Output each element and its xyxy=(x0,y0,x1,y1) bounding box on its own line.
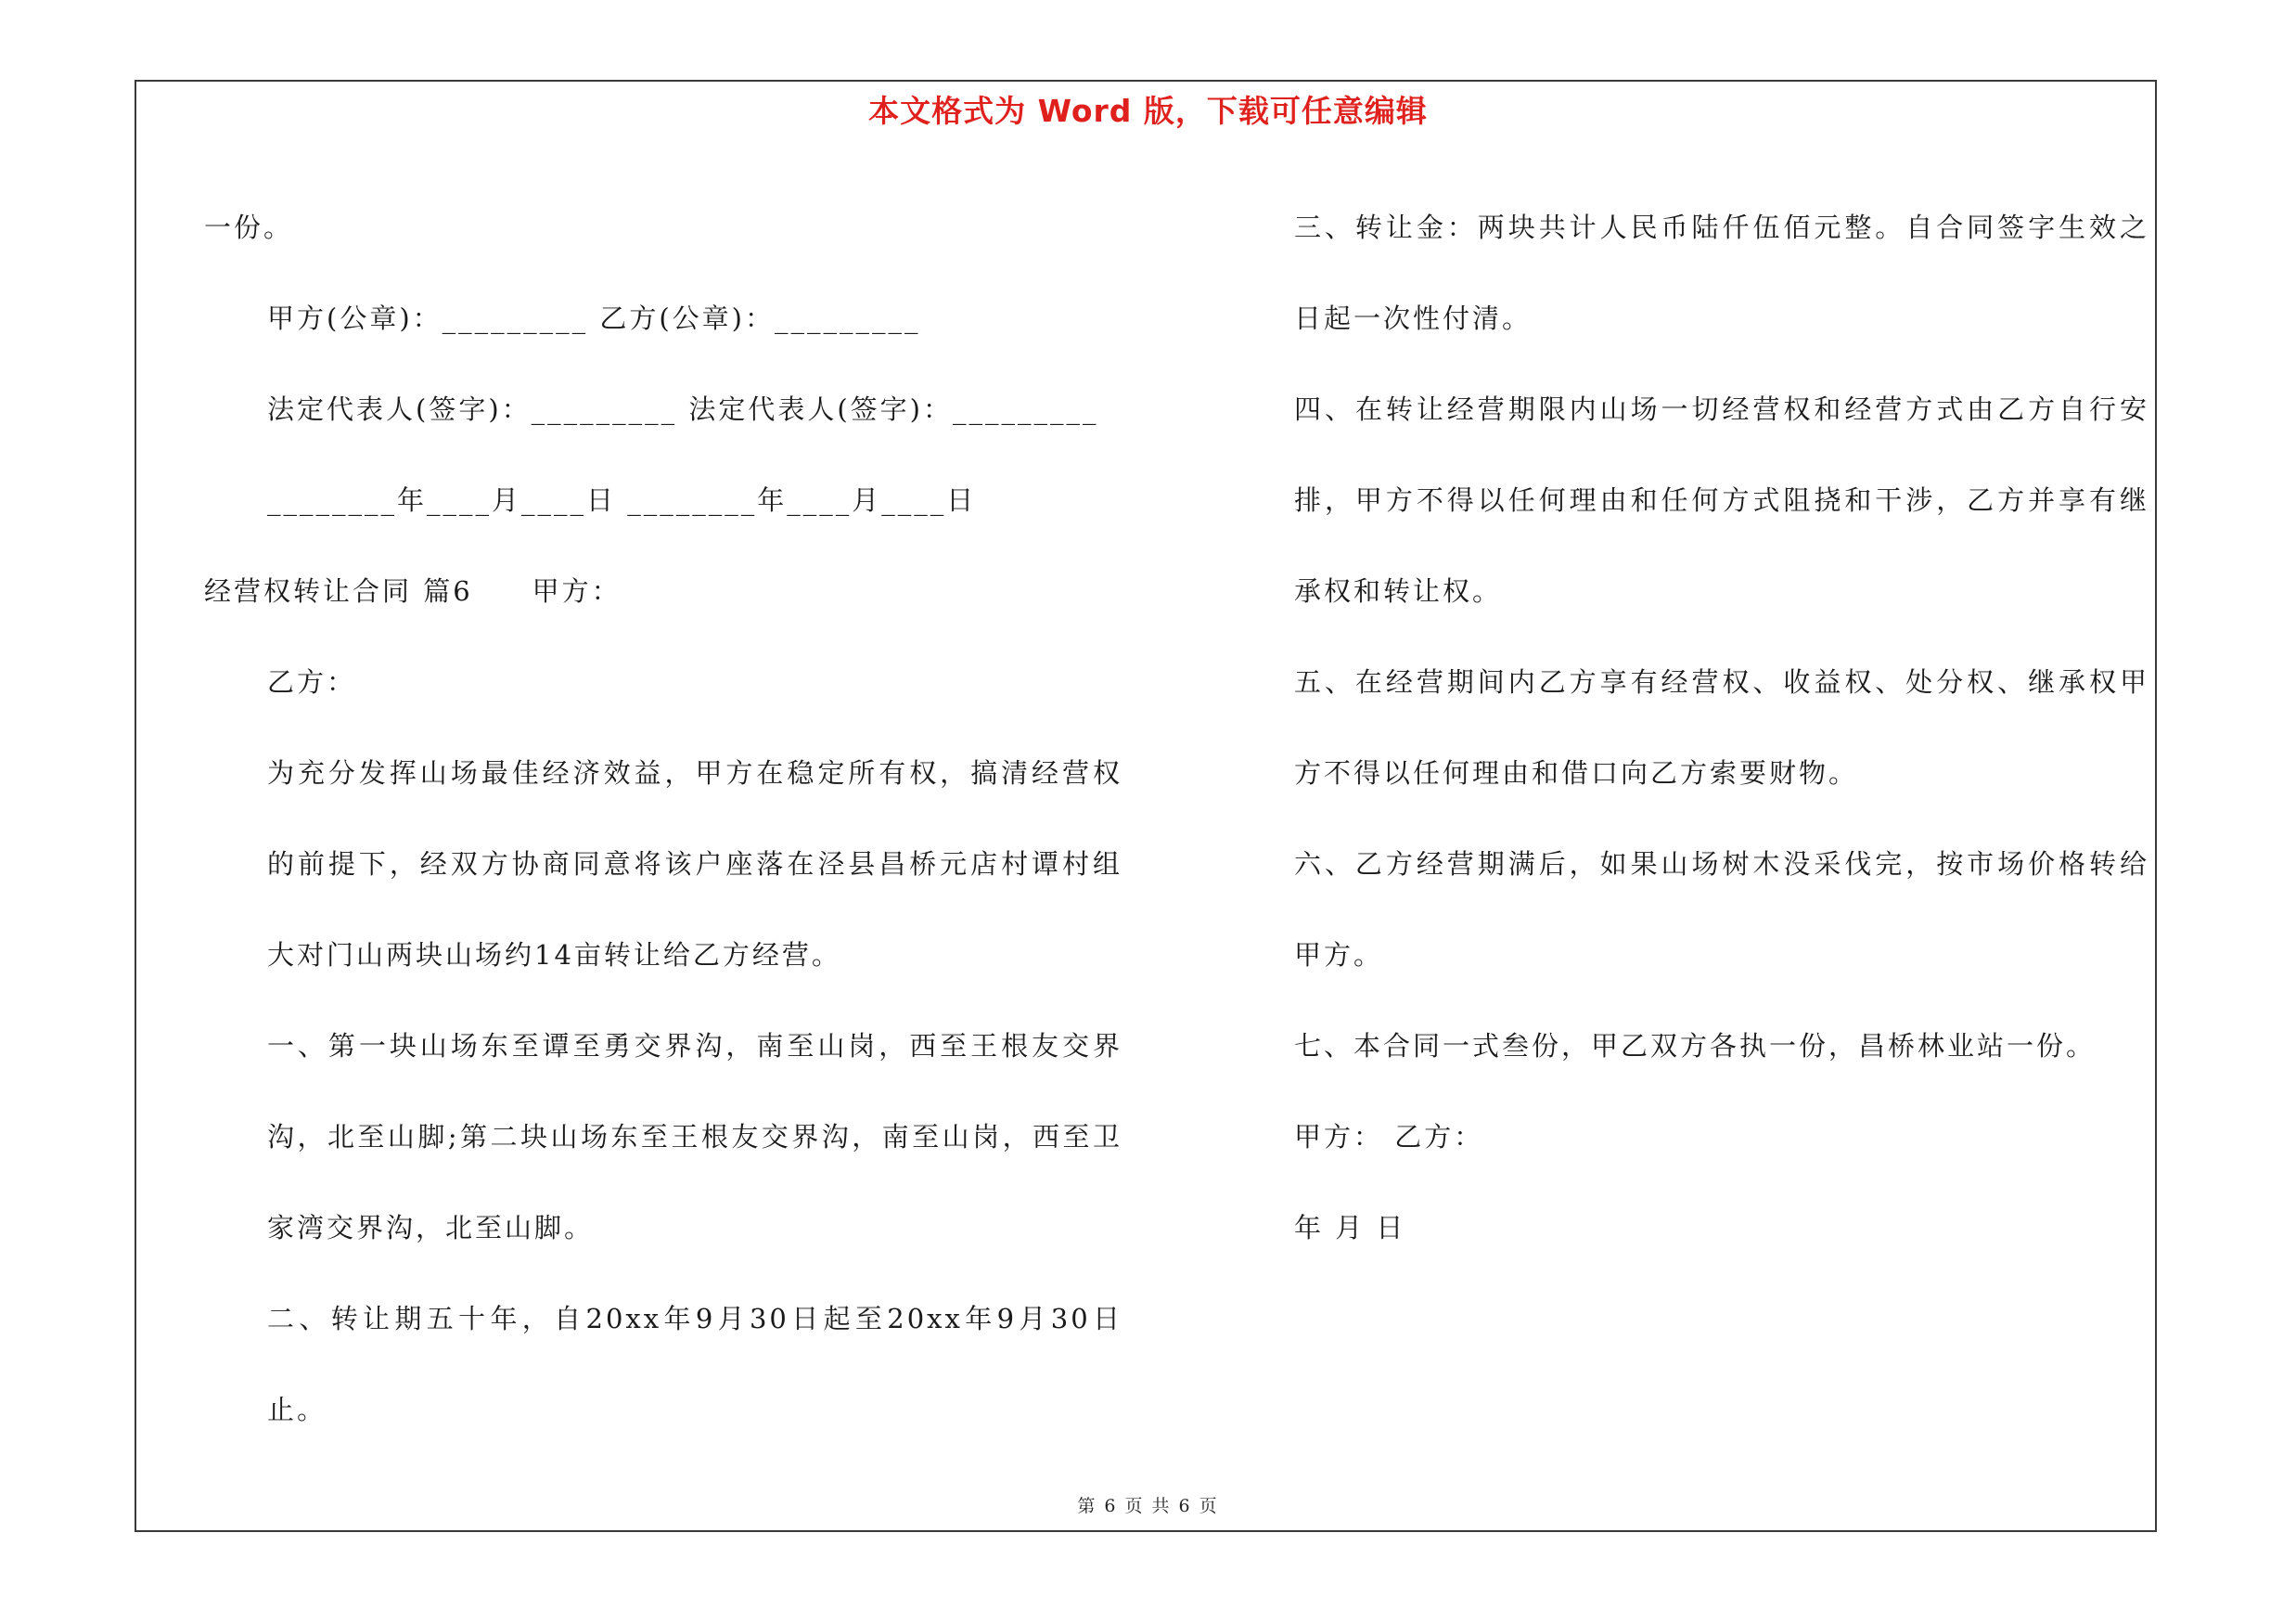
clause-4: 四、在转让经营期限内山场一切经营权和经营方式由乙方自行安排，甲方不得以任何理由和任何方式阻挠和干涉，乙方并享有继承权和转让权。 xyxy=(1294,393,2149,607)
clause-3: 三、转让金：两块共计人民币陆仟伍佰元整。自合同签字生效之日起一次性付清。 xyxy=(1294,212,2149,334)
clause-7: 七、本合同一式叁份，甲乙双方各执一份，昌桥林业站一份。 xyxy=(1294,1030,2097,1062)
legal-rep-signature-line: 法定代表人(签字)：_________ 法定代表人(签字)：_________ xyxy=(267,393,1099,425)
clause-5: 五、在经营期间内乙方享有经营权、收益权、处分权、继承权甲方不得以任何理由和借口向乙方索要财物。 xyxy=(1294,666,2149,789)
clause-6: 六、乙方经营期满后，如果山场树木没采伐完，按市场价格转给甲方。 xyxy=(1294,848,2149,971)
paragraph: 一份。 xyxy=(204,212,294,243)
date-line: ________年____月____日 ________年____月____日 xyxy=(267,484,977,516)
party-b-line: 乙方： xyxy=(267,666,357,698)
paragraph: 为充分发挥山场最佳经济效益，甲方在稳定所有权，搞清经营权的前提下，经双方协商同意将该户座落在泾县昌桥元店村谭村组大对门山两块山场约14亩转让给乙方经营。 xyxy=(267,757,1122,971)
contract-heading: 经营权转让合同 篇6 甲方： xyxy=(204,575,622,607)
party-signature-line: 甲方： 乙方： xyxy=(1294,1121,1484,1153)
clause-1: 一、第一块山场东至谭至勇交界沟，南至山岗，西至王根友交界沟，北至山脚;第二块山场东至王根友交界沟，南至山岗，西至卫家湾交界沟，北至山脚。 xyxy=(267,1030,1122,1243)
party-a-seal-line: 甲方(公章)：_________ 乙方(公章)：_________ xyxy=(267,303,921,334)
clause-2: 二、转让期五十年，自20xx年9月30日起至20xx年9月30日止。 xyxy=(267,1303,1122,1425)
format-banner: 本文格式为 Word 版，下载可任意编辑 xyxy=(868,93,1428,129)
right-column xyxy=(1231,182,2149,1273)
left-column xyxy=(204,182,1122,1455)
date-line: 年 月 日 xyxy=(1294,1212,1406,1243)
page-number: 第 6 页 共 6 页 xyxy=(1077,1496,1219,1516)
